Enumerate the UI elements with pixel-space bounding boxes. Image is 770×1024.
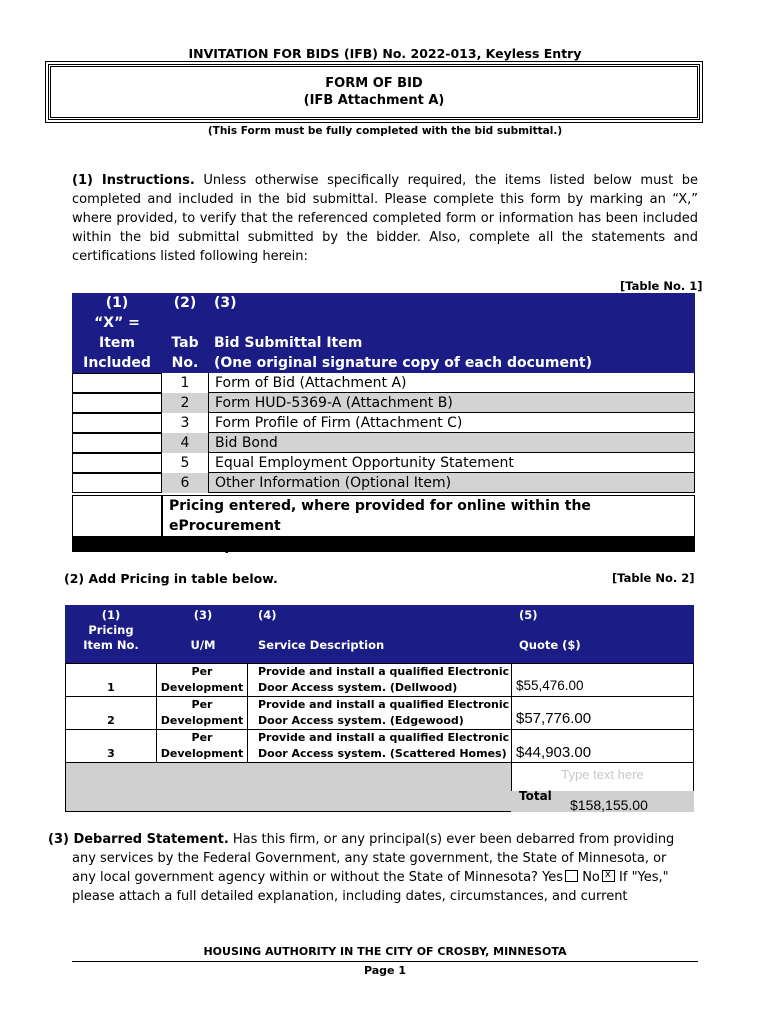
submittal-item: Form HUD-5369-A (Attachment B) [208, 393, 695, 413]
tab-number: 1 [180, 375, 190, 391]
col2-line2: No. [171, 355, 199, 371]
col1-number: (1) [105, 295, 129, 311]
table-row [72, 453, 695, 473]
quote-input[interactable]: $44,903.00 [511, 729, 694, 763]
um-line1: Per [191, 665, 213, 678]
tab-number: 2 [180, 395, 190, 411]
no-checkbox[interactable] [602, 870, 615, 882]
t2-col1-line2: Item No. [83, 638, 139, 652]
unit-measure [156, 729, 248, 763]
service-description [247, 663, 512, 697]
t2-col3-line1: U/M [190, 638, 216, 652]
table-row [72, 413, 695, 433]
submittal-item: Bid Bond [208, 433, 695, 453]
x-included-field[interactable] [72, 373, 162, 393]
x-included-field[interactable] [72, 495, 162, 537]
t2-col3-number: (3) [193, 608, 213, 622]
section3-line3-text: any local government agency within or without the State of Minnesota? Yes [72, 870, 564, 885]
section3-label: (3) Debarred Statement. [48, 832, 229, 847]
col3-line1: Bid Submittal Item [214, 335, 363, 351]
instructions-paragraph [72, 171, 698, 266]
desc-line2: Door Access system. (Dellwood) [258, 681, 458, 694]
debarred-statement [48, 830, 698, 906]
table1-header [72, 293, 695, 373]
col3-number: (3) [214, 295, 237, 311]
submittal-item: Equal Employment Opportunity Statement [208, 453, 695, 473]
footer-organization: HOUSING AUTHORITY IN THE CITY OF CROSBY, MINNESOTA [203, 945, 567, 958]
col2-number: (2) [173, 295, 197, 311]
t2-col4-header [258, 608, 384, 653]
tab-number: 4 [180, 435, 190, 451]
table-row [72, 373, 695, 393]
table1-footer-bar [72, 537, 695, 552]
t2-col5-number: (5) [519, 608, 538, 622]
submittal-item: Form Profile of Firm (Attachment C) [208, 413, 695, 433]
type-text-placeholder[interactable]: Type text here [561, 767, 644, 782]
t2-col5-line1: Quote ($) [519, 638, 581, 652]
um-line1: Per [191, 731, 213, 744]
form-title: FORM OF BID [325, 76, 423, 91]
t2-col1-number: (1) [101, 608, 121, 622]
tab-number: 5 [180, 455, 190, 471]
section3-line4: please attach a full detailed explanation, including dates, circumstances, and current [72, 889, 628, 904]
um-line1: Per [191, 698, 213, 711]
x-included-field[interactable] [72, 413, 162, 433]
col1-line1: “X” = [94, 315, 140, 331]
x-included-field[interactable] [72, 473, 162, 493]
table-row [72, 473, 695, 493]
pricing-item-number: 2 [65, 696, 157, 730]
quote-input[interactable]: $57,776.00 [511, 696, 694, 730]
completion-note: (This Form must be fully completed with the bid submittal.) [207, 125, 563, 137]
pricing-item-number: 1 [65, 663, 157, 697]
x-included-field[interactable] [72, 433, 162, 453]
table-row [72, 393, 695, 413]
table2-label: [Table No. 2] [612, 571, 695, 585]
pricing-table [65, 605, 694, 812]
section2-label: (2) Add Pricing in table below. [64, 571, 278, 586]
t2-col1-line1: Pricing [88, 623, 134, 637]
desc-line1: Provide and install a qualified Electronic [258, 731, 510, 744]
tab-number: 3 [180, 415, 190, 431]
total-label: Total [519, 789, 552, 803]
table1-label: [Table No. 1] [620, 279, 703, 293]
unit-measure [156, 663, 248, 697]
form-title-box [48, 64, 700, 120]
unit-measure [156, 696, 248, 730]
section3-line3 [48, 868, 698, 887]
col3-line2: (One original signature copy of each document) [214, 355, 593, 371]
yes-checkbox[interactable] [565, 870, 578, 882]
table1-col2-header [162, 293, 208, 373]
pricing-item-number: 3 [65, 729, 157, 763]
service-description [247, 729, 512, 763]
no-label: No [582, 870, 600, 885]
total-value[interactable]: $158,155.00 [570, 797, 648, 813]
document-header-title: INVITATION FOR BIDS (IFB) No. 2022-013, Keyless Entry [188, 46, 582, 61]
page-number: Page 1 [363, 964, 406, 977]
table1-col1-header [72, 293, 162, 373]
table2-header [65, 605, 694, 663]
col1-line3: Included [83, 355, 151, 371]
if-yes-text: If "Yes," [619, 870, 669, 885]
um-line2: Development [160, 681, 244, 694]
t2-col3-header [157, 608, 249, 653]
tab-number: 6 [180, 475, 190, 491]
x-included-field[interactable] [72, 393, 162, 413]
x-included-field[interactable] [72, 453, 162, 473]
pricing-line1: Pricing entered, where provided for online within the eProcurement [169, 498, 591, 534]
desc-line1: Provide and install a qualified Electronic [258, 665, 510, 678]
t2-col1-header [65, 608, 157, 653]
desc-line2: Door Access system. (Edgewood) [258, 714, 464, 727]
col2-line1: Tab [171, 335, 199, 351]
t2-col4-number: (4) [258, 608, 277, 622]
pricing-row [162, 495, 695, 537]
t2-col4-line1: Service Description [258, 638, 385, 652]
quote-input[interactable]: $55,476.00 [511, 663, 694, 697]
col1-line2: Item [99, 335, 135, 351]
table-row [72, 433, 695, 453]
total-cell [511, 762, 694, 812]
footer-divider [72, 961, 698, 962]
table1-col3-header [214, 293, 592, 373]
submittal-item: Form of Bid (Attachment A) [208, 373, 695, 393]
um-line2: Development [160, 747, 244, 760]
section3-line2: any services by the Federal Government, any state government, the State of Minnesota, or [72, 851, 667, 866]
instructions-text: Unless otherwise specifically required, the items listed below must be completed and included in the bid submittal. Please complete this form by marking an “X,” where provided, to verify that the referenced completed form or information has been included within the bid submittal submitted by the bidder. Also, complete all the statements and certifications listed following herein: [72, 173, 698, 264]
desc-line2: Door Access system. (Scattered Homes) [258, 747, 507, 760]
submittal-item: Other Information (Optional Item) [208, 473, 695, 493]
desc-line1: Provide and install a qualified Electronic [258, 698, 510, 711]
um-line2: Development [160, 714, 244, 727]
form-subtitle: (IFB Attachment A) [303, 93, 445, 108]
service-description [247, 696, 512, 730]
instructions-label: (1) Instructions. [72, 173, 195, 188]
t2-col5-header [519, 608, 581, 653]
section3-line1: Has this firm, or any principal(s) ever been debarred from providing [232, 832, 675, 847]
bid-submittal-table [72, 293, 695, 552]
